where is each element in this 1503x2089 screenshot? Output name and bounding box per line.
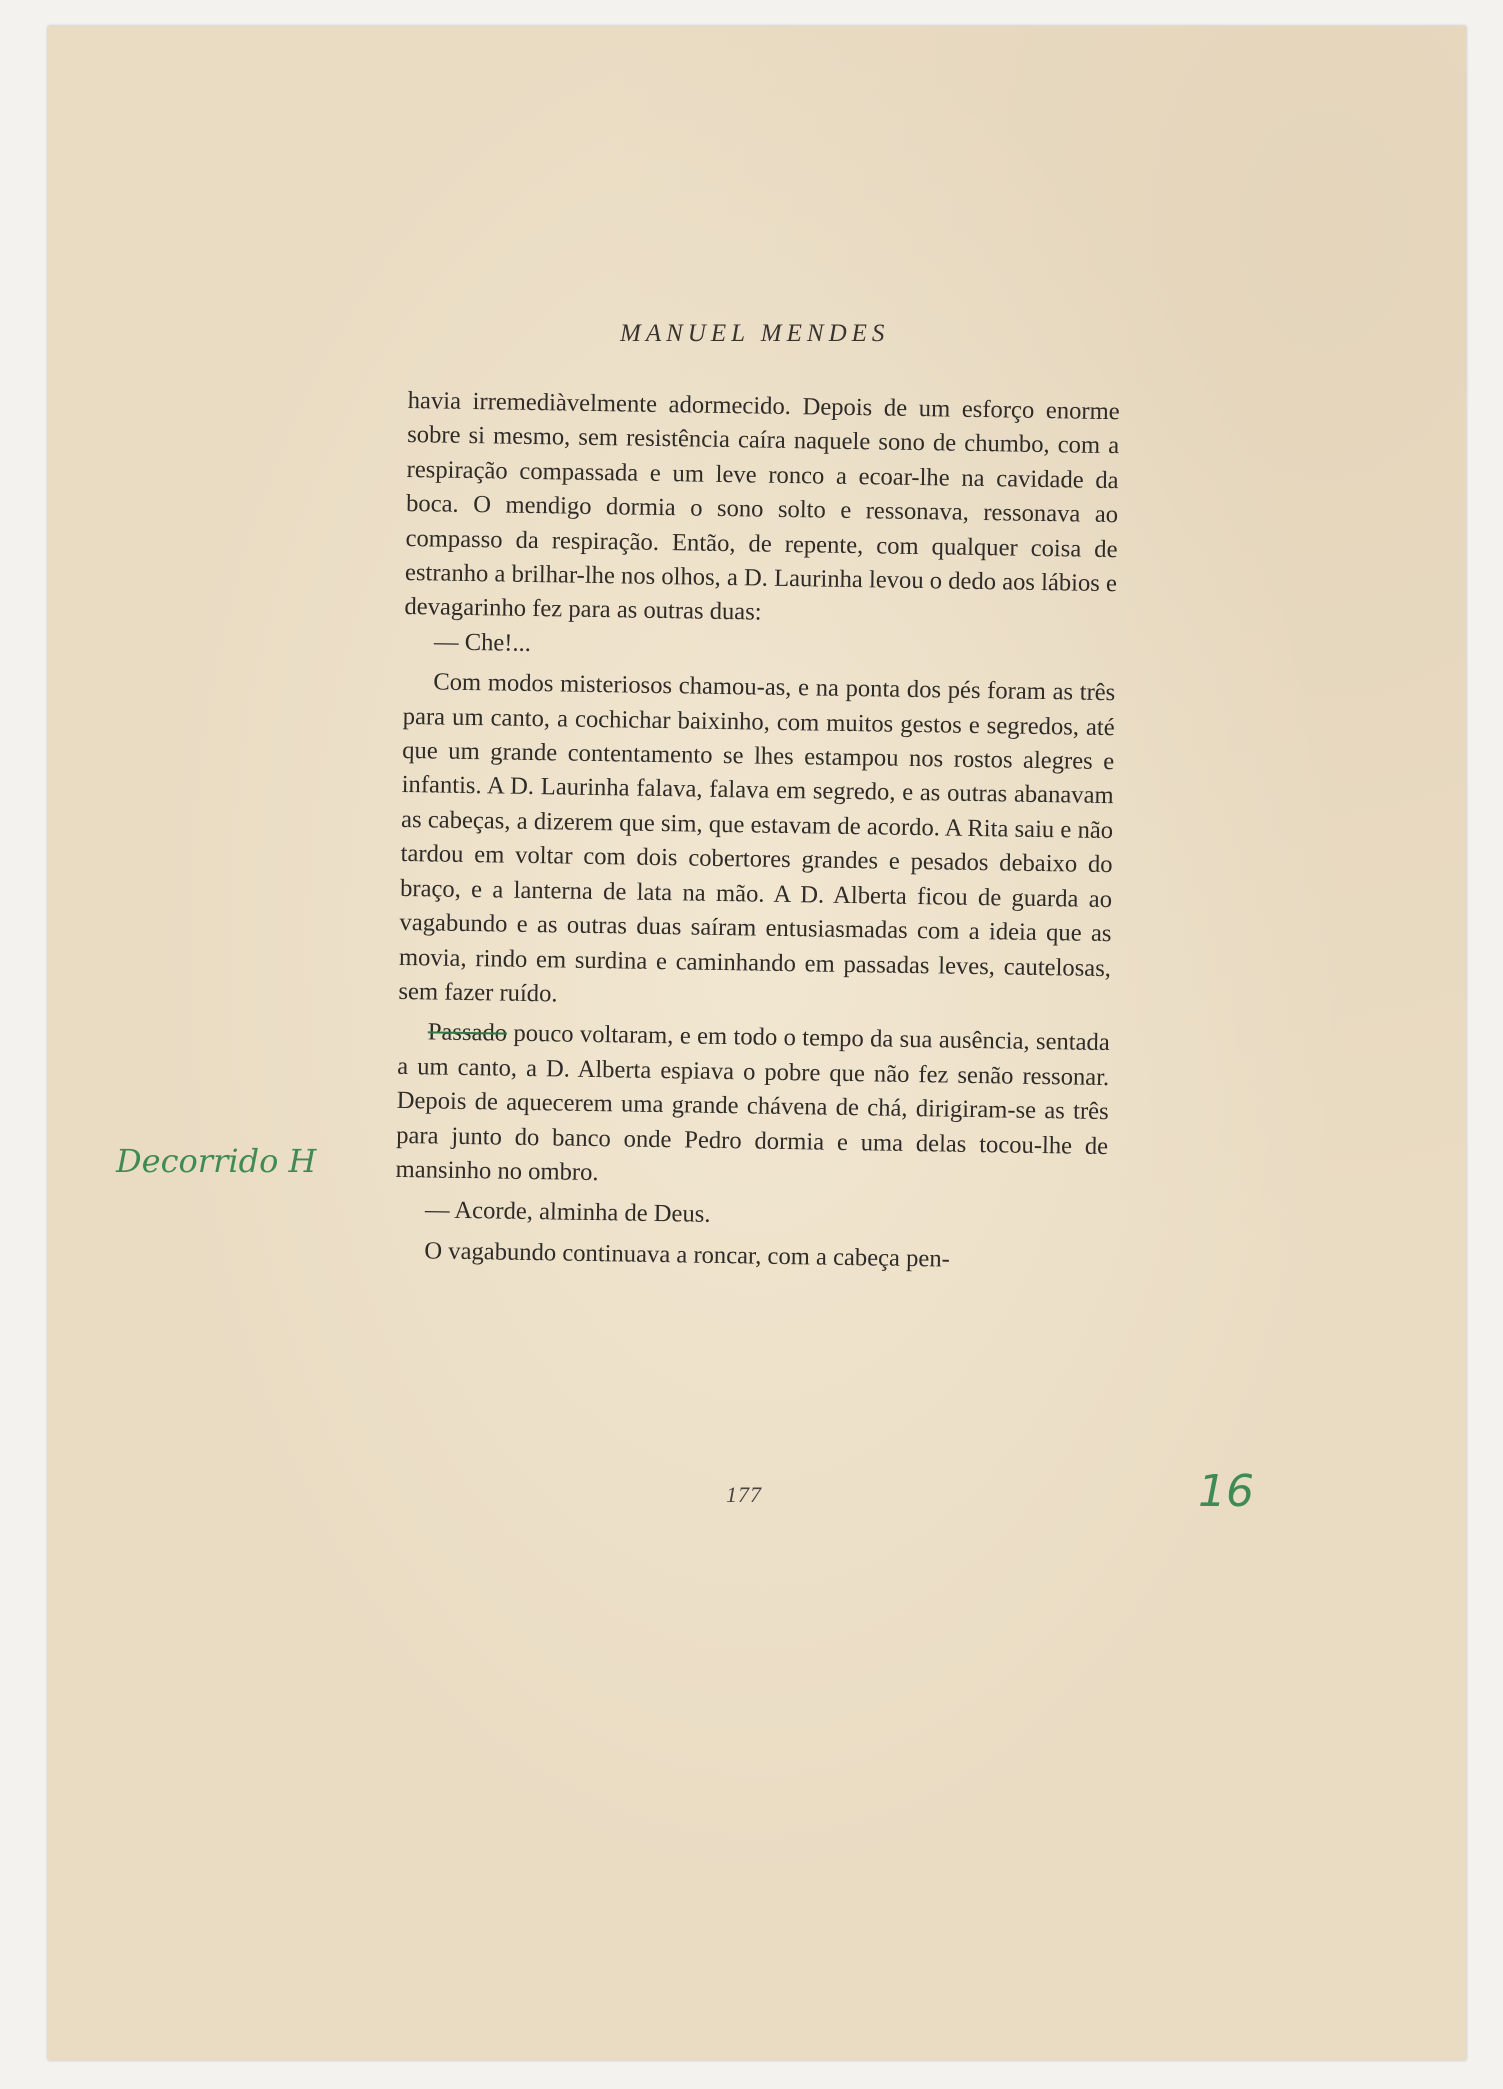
running-head: MANUEL MENDES: [620, 320, 890, 347]
paragraph: O vagabundo continuava a roncar, com a cabeça pen-: [424, 1237, 951, 1273]
handwritten-folio-number: 16: [1198, 1466, 1254, 1517]
struck-word: Passado: [427, 1018, 508, 1047]
body-text: [394, 384, 1120, 1279]
paragraph: [395, 1015, 1110, 1198]
paragraph: — Che!...: [433, 628, 532, 657]
paragraph: Com modos misteriosos chamou-as, e na ponta dos pés foram as três para um canto, a cochichar baixinho, com muitos gestos e segredos, até que um grande contentamento se lhes estampou nos rostos alegres e infantis. A D. Laurinha falava, falava em segredo, e as outras abanavam as cabeças, a dizerem que sim, que estavam de acordo. A Rita saiu e não tardou em voltar com dois cobertores grandes e pesados debaixo do braço, e a lanterna de lata na mão. A D. Alberta ficou de guarda ao vagabundo e as outras duas saíram entusiasmadas com a ideia que as movia, rindo em surdina e caminhando em passadas leves, cautelosas, sem fazer ruído.: [398, 668, 1116, 1008]
handwritten-margin-note: Decorrido H: [116, 1142, 317, 1180]
page-number: 177: [726, 1482, 762, 1507]
paragraph: — Acorde, alminha de Deus.: [424, 1196, 711, 1229]
paragraph: havia irremediàvelmente adormecido. Depois de um esforço enorme sobre si mesmo, sem resistência caíra naquele sono de chumbo, com a respiração compassada e um leve ronco a ecoar-lhe na cavidade da boca. O mendigo dormia o sono solto e ressonava, ressonava ao compasso da respiração. Então, de repente, com qualquer coisa de estranho a brilhar-lhe nos olhos, a D. Laurinha levou o dedo aos lábios e devagarinho fez para as outras duas:: [404, 386, 1120, 627]
paragraph-continuation: pouco voltaram, e em todo o tempo da sua ausência, sentada a um canto, a D. Alberta espiava o pobre que não fez senão ressonar. Depois de aquecerem uma grande chávena de chá, dirigiram-se as três para junto do banco onde Pedro dormia e uma delas tocou-lhe de mansinho no ombro.: [395, 1019, 1110, 1187]
